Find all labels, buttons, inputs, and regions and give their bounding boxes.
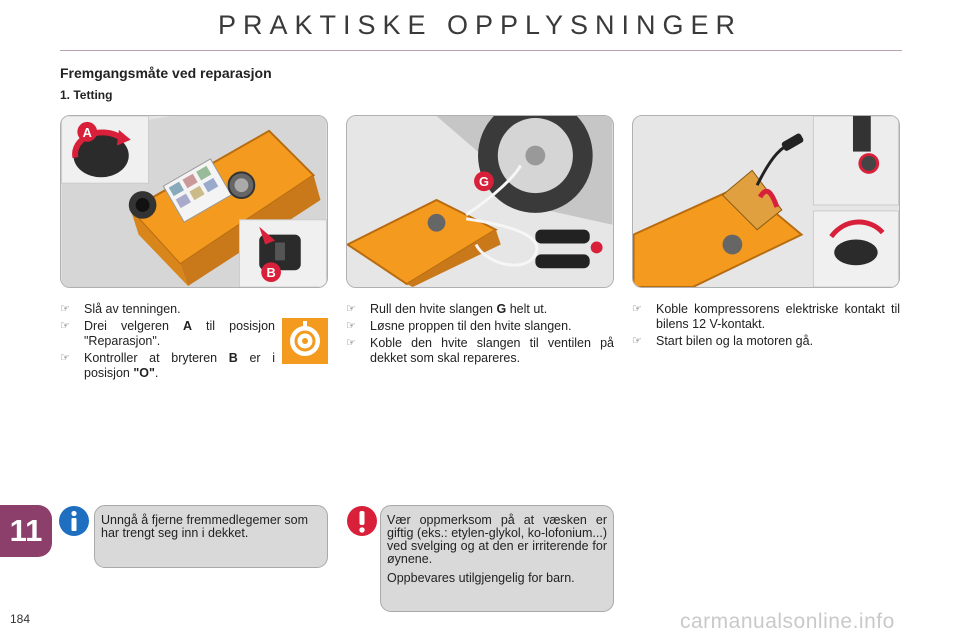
warning-note-text [387, 514, 607, 591]
page-number: 184 [10, 612, 31, 626]
warning-icon [346, 505, 378, 537]
list-item: ☞ Koble kompressorens elektriske kontakt til bilens 12 V-kontakt. [632, 302, 900, 331]
illustration-selector-switch [60, 115, 328, 288]
label-a: A [82, 124, 92, 140]
instructions-column-2 [346, 302, 614, 368]
instructions-column-1 [60, 302, 275, 383]
list-item: ☞ Slå av tenningen. [60, 302, 181, 316]
gauge-icon [282, 318, 328, 364]
hand-pointer-icon: ☞ [346, 337, 356, 349]
list-item: ☞ Løsne proppen til den hvite slangen. [346, 319, 572, 333]
illustration-hose-g [346, 115, 614, 288]
label-g: G [478, 174, 489, 190]
list-item: ☞ Start bilen og la motoren gå. [632, 334, 814, 348]
hand-pointer-icon: ☞ [60, 352, 70, 364]
info-icon [58, 505, 90, 537]
chapter-tab: 11 [0, 505, 52, 557]
list-item: ☞ Rull den hvite slangen G helt ut. [346, 302, 548, 316]
socket-connection-image [633, 116, 899, 287]
warning-paragraph: Vær oppmerksom på at væsken er giftig (eks.: etylen-glykol, ko-lofonium...) ved svelging og at den er irriterende for øynene. [387, 513, 607, 566]
sub-heading: 1. Tetting [60, 88, 113, 102]
hand-pointer-icon: ☞ [60, 320, 70, 332]
instructions-column-3 [632, 302, 900, 351]
warning-paragraph: Oppbevares utilgjengelig for barn. [387, 571, 575, 585]
title-divider [60, 50, 902, 51]
list-item: ☞ Drei velgeren A til posisjon "Reparasjon". [60, 319, 275, 348]
hand-pointer-icon: ☞ [632, 335, 642, 347]
hand-pointer-icon: ☞ [346, 303, 356, 315]
warning-note [380, 505, 614, 612]
section-heading: Fremgangsmåte ved reparasjon [60, 65, 272, 81]
tyre-hose-image [347, 116, 613, 287]
compressor-kit-image [61, 116, 327, 287]
page-title: PRAKTISKE OPPLYSNINGER [217, 10, 743, 40]
hand-pointer-icon: ☞ [60, 303, 70, 315]
illustration-12v-socket [632, 115, 900, 288]
watermark: carmanualsonline.info [680, 610, 895, 633]
label-b: B [266, 265, 276, 281]
hand-pointer-icon: ☞ [346, 320, 356, 332]
list-item: ☞ Koble den hvite slangen til ventilen på dekket som skal repareres. [346, 336, 614, 365]
info-note [94, 505, 328, 568]
hand-pointer-icon: ☞ [632, 303, 642, 315]
list-item: ☞ Kontroller at bryteren B er i posisjon "O". [60, 351, 275, 380]
info-note-text: Unngå å fjerne fremmedlegemer som har trengt seg inn i dekket. [101, 513, 309, 540]
